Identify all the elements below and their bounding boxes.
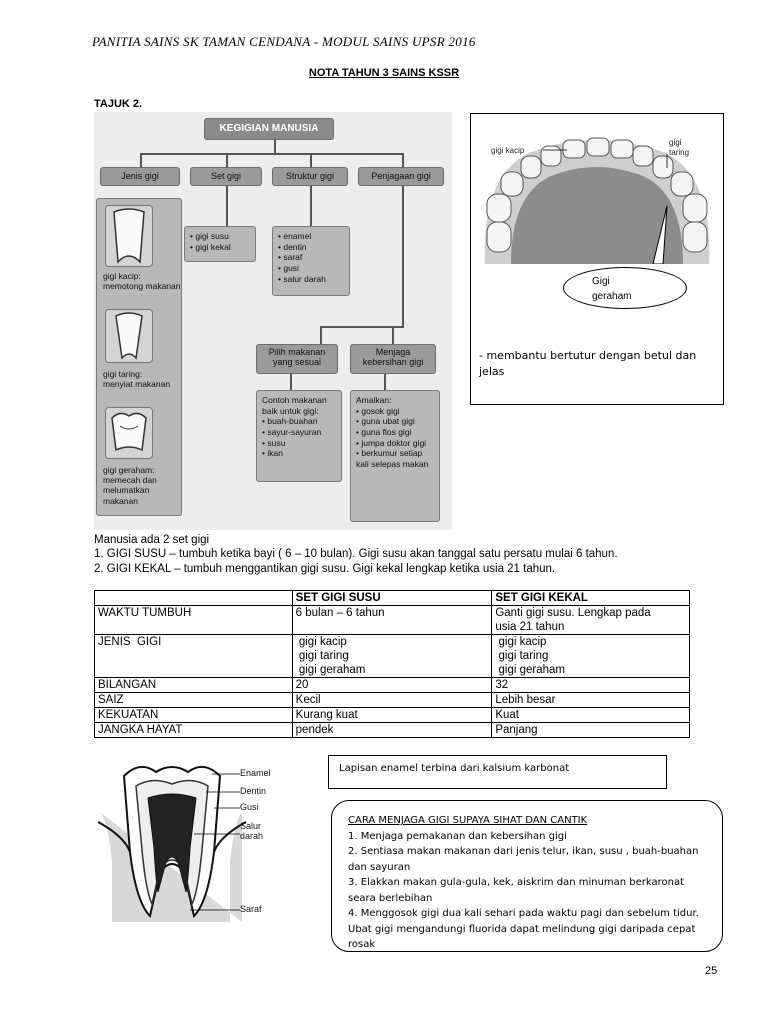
cell-kekal: gigi kacip — [495, 636, 547, 649]
label-gigi-taring: gigi taring — [669, 138, 690, 157]
branch-jenis-gigi: Jenis gigi — [100, 167, 180, 186]
page-header: PANITIA SAINS SK TAMAN CENDANA - MODUL SAINS UPSR 2016 — [92, 34, 476, 49]
row-label: SAIZ — [95, 693, 293, 708]
bubble-line1: Gigi — [592, 276, 610, 287]
para-line: 1. GIGI SUSU – tumbuh ketika bayi ( 6 – 10 bulan). Gigi susu akan tanggal satu persatu mulai 6 tahun. — [94, 548, 618, 561]
table-header-cell: SET GIGI SUSU — [292, 591, 492, 606]
label-gusi: Gusi — [240, 802, 259, 812]
cell-susu: gigi taring — [295, 650, 349, 663]
para-line: Manusia ada 2 set gigi — [94, 534, 210, 546]
table-row — [95, 708, 690, 723]
cara-item: 1. Menjaga pemakanan dan kebersihan gigi — [348, 830, 567, 842]
row-label: BILANGAN — [95, 678, 293, 693]
bubble-line2: geraham — [592, 291, 632, 302]
contoh-item: ikan — [267, 448, 283, 459]
comparison-table — [94, 590, 690, 738]
mindmap-root: KEGIGIAN MANUSIA — [204, 118, 334, 140]
struktur-item: salur darah — [283, 273, 326, 284]
amalkan-panel: Amalkan: • gosok gigi • guna ubat gigi • guna flos gigi • jumpa doktor gigi • berkumur setiap kali selepas makan — [350, 390, 440, 522]
cara-item: 3. Elakkan makan gula-gula, kek, aiskrim dan minuman berkaronat seara berlebihan — [348, 877, 685, 904]
cell-susu: Kurang kuat — [292, 708, 492, 723]
cara-menjaga-box — [331, 800, 723, 952]
set-item: gigi susu — [195, 231, 229, 241]
cell-kekal: 32 — [492, 678, 690, 693]
amalkan-item: gosok gigi — [361, 405, 400, 416]
struktur-gigi-panel: • enamel • dentin • saraf • gusi • salur darah — [272, 226, 350, 296]
jenis-kacip-name: gigi kacip: — [103, 271, 141, 281]
incisor-icon — [105, 205, 153, 267]
table-header-cell: SET GIGI KEKAL — [492, 591, 690, 606]
teeth-arch-box — [470, 113, 724, 405]
cell-susu: 20 — [292, 678, 492, 693]
row-label: JENIS GIGI — [95, 635, 293, 678]
row-label: JANGKA HAYAT — [95, 723, 293, 738]
tooth-cross-section — [94, 752, 280, 922]
branch-set-gigi: Set gigi — [190, 167, 262, 186]
table-row — [95, 693, 690, 708]
row-label: WAKTU TUMBUH — [95, 606, 293, 635]
topic-heading: TAJUK 2. — [94, 98, 143, 110]
penjagaan-kebersihan: Menjaga kebersihan gigi — [350, 344, 436, 374]
label-enamel: Enamel — [240, 768, 271, 778]
cell-kekal: gigi taring — [495, 650, 549, 663]
label-dentin: Dentin — [240, 786, 267, 796]
cell-kekal: Panjang — [492, 723, 690, 738]
penjagaan-pilih-makanan: Pilih makanan yang sesuai — [256, 344, 338, 374]
contoh-makanan-panel: Contoh makanan baik untuk gigi: • buah-buahan • sayur-sayuran • susu • ikan — [256, 390, 342, 482]
jenis-geraham-name: gigi geraham: — [103, 465, 155, 475]
canine-icon — [105, 309, 153, 363]
contoh-item: susu — [267, 437, 286, 448]
cell-susu: 6 bulan – 6 tahun — [295, 607, 385, 620]
para-line: 2. GIGI KEKAL – tumbuh menggantikan gigi susu. Gigi kekal lengkap ketika usia 21 tahun. — [94, 562, 556, 575]
row-label: KEKUATAN — [95, 708, 293, 723]
struktur-item: saraf — [283, 252, 303, 263]
table-row — [95, 606, 690, 635]
amalkan-title: Amalkan: — [356, 395, 392, 405]
enamel-note-box: Lapisan enamel terbina dari kalsium karbonat — [328, 755, 667, 789]
jenis-kacip-desc: memotong makanan — [103, 281, 181, 292]
contoh-item: sayur-sayuran — [267, 426, 322, 437]
table-row — [95, 678, 690, 693]
branch-penjagaan-gigi: Penjagaan gigi — [358, 167, 444, 186]
amalkan-item: jumpa doktor gigi — [361, 437, 427, 448]
cell-susu: pendek — [292, 723, 492, 738]
cell-kekal: Ganti gigi susu. Lengkap pada — [495, 607, 651, 620]
arch-note: - membantu bertutur dengan betul dan jelas — [479, 349, 697, 378]
jenis-taring-desc: menyiat makanan — [103, 379, 171, 390]
table-row — [95, 635, 690, 678]
cara-title: CARA MENJAGA GIGI SUPAYA SIHAT DAN CANTIK — [348, 815, 588, 826]
gigi-geraham-bubble — [563, 267, 687, 309]
amalkan-item: berkumur setiap kali selepas makan — [356, 448, 429, 469]
contoh-title: Contoh makanan baik untuk gigi: — [262, 395, 327, 416]
contoh-item: buah-buahan — [267, 416, 318, 427]
table-header-cell — [95, 591, 293, 606]
table-header-row — [95, 591, 690, 606]
label-gigi-kacip: gigi kacip — [491, 146, 525, 155]
struktur-item: dentin — [283, 241, 307, 252]
jenis-taring-name: gigi taring: — [103, 369, 143, 379]
jenis-geraham-desc: memecah dan melumatkan makanan — [103, 475, 157, 506]
cell-kekal: usia 21 tahun — [495, 621, 565, 634]
set-gigi-paragraph — [94, 533, 618, 576]
cell-kekal: gigi geraham — [495, 664, 565, 677]
cara-item: 2. Sentiasa makan makanan dari jenis telur, ikan, susu , buah-buahan dan sayuran — [348, 846, 699, 873]
branch-struktur-gigi: Struktur gigi — [272, 167, 348, 186]
mindmap-figure — [94, 112, 452, 530]
jenis-gigi-panel — [96, 198, 182, 516]
teeth-arch-icon — [471, 114, 723, 264]
molar-icon — [105, 407, 153, 459]
struktur-item: gusi — [283, 262, 299, 273]
label-salur-darah: Salur darah — [240, 821, 264, 841]
cell-susu: gigi kacip — [295, 636, 347, 649]
amalkan-item: guna ubat gigi — [361, 416, 415, 427]
cara-item: 4. Menggosok gigi dua kali sehari pada waktu pagi dan sebelum tidur. Ubat gigi mengandungi fluorida dapat melindung gigi daripada cepat rosak — [348, 908, 699, 950]
table-row — [95, 723, 690, 738]
cell-susu: gigi geraham — [295, 664, 366, 677]
struktur-item: enamel — [283, 231, 312, 241]
set-item: gigi kekal — [195, 241, 231, 252]
cell-susu: Kecil — [292, 693, 492, 708]
cell-kekal: Kuat — [492, 708, 690, 723]
set-gigi-panel: • gigi susu • gigi kekal — [184, 226, 256, 262]
page-title: NOTA TAHUN 3 SAINS KSSR — [308, 67, 460, 79]
label-saraf: Saraf — [240, 904, 262, 914]
page-number: 25 — [705, 965, 718, 977]
cell-kekal: Lebih besar — [492, 693, 690, 708]
amalkan-item: guna flos gigi — [361, 426, 412, 437]
